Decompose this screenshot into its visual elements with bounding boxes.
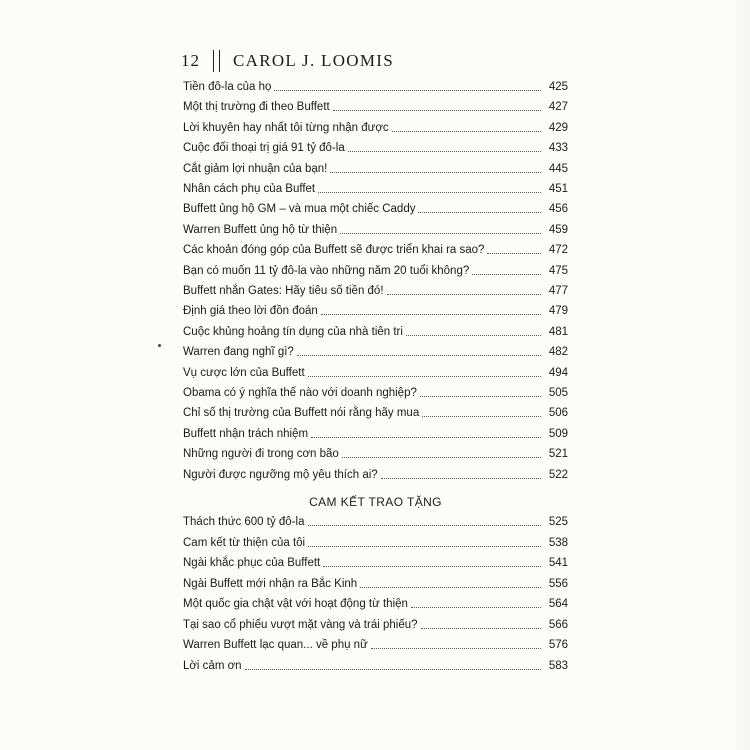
toc-entry-page: 482 [548, 346, 568, 359]
toc-entry [183, 156, 568, 176]
paper-speck [158, 344, 161, 347]
toc-entry-page: 494 [548, 366, 568, 379]
toc-entry-title: Warren Buffett lạc quan... về phụ nữ [183, 639, 368, 651]
toc-entry-page: 456 [548, 203, 568, 216]
author-name: CAROL J. LOOMIS [233, 51, 395, 70]
dot-leader [420, 395, 541, 397]
toc-entry-title: Cắt giảm lợi nhuận của bạn! [183, 162, 328, 175]
toc-entry-page: 566 [548, 618, 568, 631]
toc-entry-page: 425 [548, 81, 568, 93]
toc-entry-page: 525 [548, 516, 568, 528]
toc-entry [183, 115, 568, 135]
dot-leader [308, 545, 541, 547]
toc-entry-page: 472 [548, 244, 568, 257]
dot-leader [371, 647, 541, 649]
toc-entry [183, 421, 568, 441]
toc-entry-title: Một thị trường đi theo Buffett [183, 101, 330, 114]
toc-entry-title: Bạn có muốn 11 tỷ đô-la vào những năm 20 tuổi không? [183, 264, 470, 277]
toc-entry-page: 433 [548, 142, 568, 155]
toc-entry [183, 462, 568, 482]
toc-entry-title: Các khoản đóng góp của Buffett sẽ được triển khai ra sao? [183, 244, 485, 257]
dot-leader [274, 89, 541, 91]
toc-entry-title: Chỉ số thị trường của Buffett nói rằng hãy mua [183, 407, 420, 420]
header-divider [213, 50, 220, 72]
toc-entry-page: 459 [548, 223, 568, 236]
toc-entry-title: Buffett nhận trách nhiệm [183, 427, 309, 440]
toc-entry-page: 475 [548, 264, 568, 277]
dot-leader [387, 293, 541, 295]
toc-entry [183, 217, 568, 237]
toc-entry [183, 176, 568, 196]
toc-entry [183, 571, 568, 591]
toc-entry-title: Lời khuyên hay nhất tôi từng nhận được [183, 121, 389, 134]
dot-leader [297, 354, 541, 356]
toc-entry [183, 400, 568, 420]
dot-leader [330, 171, 541, 173]
toc-entry [183, 94, 568, 114]
toc-entry-title: Định giá theo lời đồn đoán [183, 305, 318, 318]
toc-entry-page: 481 [548, 325, 568, 338]
toc-entry [183, 632, 568, 652]
toc-entry-page: 479 [548, 305, 568, 318]
toc-entry-page: 509 [548, 427, 568, 440]
toc-entry-title: Những người đi trong cơn bão [183, 448, 339, 461]
toc-entry [183, 319, 568, 339]
toc-entry [183, 74, 568, 94]
page-number: 12 [181, 51, 200, 70]
dot-leader [360, 586, 541, 588]
toc-entry [183, 550, 568, 570]
toc-entry [183, 298, 568, 318]
toc-entry-page: 541 [548, 557, 568, 569]
dot-leader [342, 456, 541, 458]
toc-entry [183, 360, 568, 380]
dot-leader [418, 211, 541, 213]
toc-entry-page: 506 [548, 407, 568, 420]
dot-leader [487, 252, 541, 254]
dot-leader [411, 606, 541, 608]
dot-leader [381, 477, 541, 479]
toc-entry [183, 278, 568, 298]
toc-entry [183, 509, 568, 529]
toc-entry-title: Ngài Buffett mới nhận ra Bắc Kinh [183, 577, 358, 590]
toc-entry [183, 653, 568, 673]
dot-leader [323, 565, 541, 567]
dot-leader [472, 273, 541, 275]
toc-entry-page: 445 [548, 162, 568, 175]
page-shadow [728, 0, 750, 750]
dot-leader [308, 524, 542, 526]
toc-entry-title: Cam kết từ thiện của tôi [183, 536, 306, 549]
dot-leader [392, 130, 541, 132]
toc-entry [183, 135, 568, 155]
dot-leader [245, 668, 541, 670]
dot-leader [348, 150, 541, 152]
toc-entry-title: Warren đang nghĩ gì? [183, 346, 294, 359]
toc-entry-title: Tiền đô-la của họ [183, 81, 272, 93]
toc-entry-page: 522 [548, 468, 568, 481]
toc-entry-page: 427 [548, 101, 568, 114]
toc-entry-title: Cuộc đối thoại trị giá 91 tỷ đô-la [183, 142, 345, 155]
toc-entry-page: 477 [548, 285, 568, 297]
dot-leader [308, 375, 541, 377]
toc-entry-title: Warren Buffett ủng hộ từ thiện [183, 223, 338, 236]
toc-entry-title: Buffett ủng hộ GM – và mua một chiếc Caddy [183, 203, 416, 216]
toc-entry [183, 339, 568, 359]
toc-entry [183, 441, 568, 461]
toc-entry-title: Tại sao cổ phiếu vượt mặt vàng và trái phiếu? [183, 618, 418, 631]
toc-entry [183, 258, 568, 278]
toc-entry [183, 612, 568, 632]
dot-leader [340, 232, 541, 234]
toc-entry [183, 530, 568, 550]
dot-leader [318, 191, 541, 193]
toc-entry-title: Lời cảm ơn [183, 659, 242, 672]
running-header [181, 46, 394, 76]
dot-leader [333, 109, 541, 111]
toc-entry-page: 538 [548, 536, 568, 549]
section-heading: CAM KẾT TRAO TẶNG [309, 495, 442, 509]
toc-entry-page: 521 [548, 448, 568, 461]
toc-entry-title: Buffett nhắn Gates: Hãy tiêu số tiền đó! [183, 285, 384, 297]
dot-leader [311, 436, 541, 438]
toc-entry [183, 237, 568, 257]
toc-entry [183, 196, 568, 216]
toc-entry-title: Cuộc khủng hoảng tín dụng của nhà tiên tri [183, 325, 403, 338]
toc-entry-page: 556 [548, 577, 568, 590]
dot-leader [422, 415, 541, 417]
toc-entry-title: Obama có ý nghĩa thế nào với doanh nghiệp? [183, 387, 417, 399]
toc-entry-page: 505 [548, 387, 568, 399]
toc-entry-title: Nhân cách phụ của Buffet [183, 183, 316, 195]
toc-entry-title: Người được ngưỡng mộ yêu thích ai? [183, 468, 378, 481]
dot-leader [421, 627, 541, 629]
toc-entry-page: 583 [548, 659, 568, 672]
toc-entry-title: Thách thức 600 tỷ đô-la [183, 516, 305, 528]
dot-leader [321, 313, 541, 315]
toc-entry-page: 429 [548, 121, 568, 134]
dot-leader [406, 334, 541, 336]
toc-entry-page: 564 [548, 598, 568, 610]
toc-entry-page: 576 [548, 639, 568, 651]
toc-entry [183, 380, 568, 400]
toc-entry-title: Vụ cược lớn của Buffett [183, 366, 305, 379]
toc-entry-title: Ngài khắc phục của Buffett [183, 557, 321, 569]
toc-entry [183, 591, 568, 611]
toc-entry-page: 451 [548, 183, 568, 195]
toc-entry-title: Một quốc gia chật vật với hoạt động từ thiện [183, 598, 408, 610]
